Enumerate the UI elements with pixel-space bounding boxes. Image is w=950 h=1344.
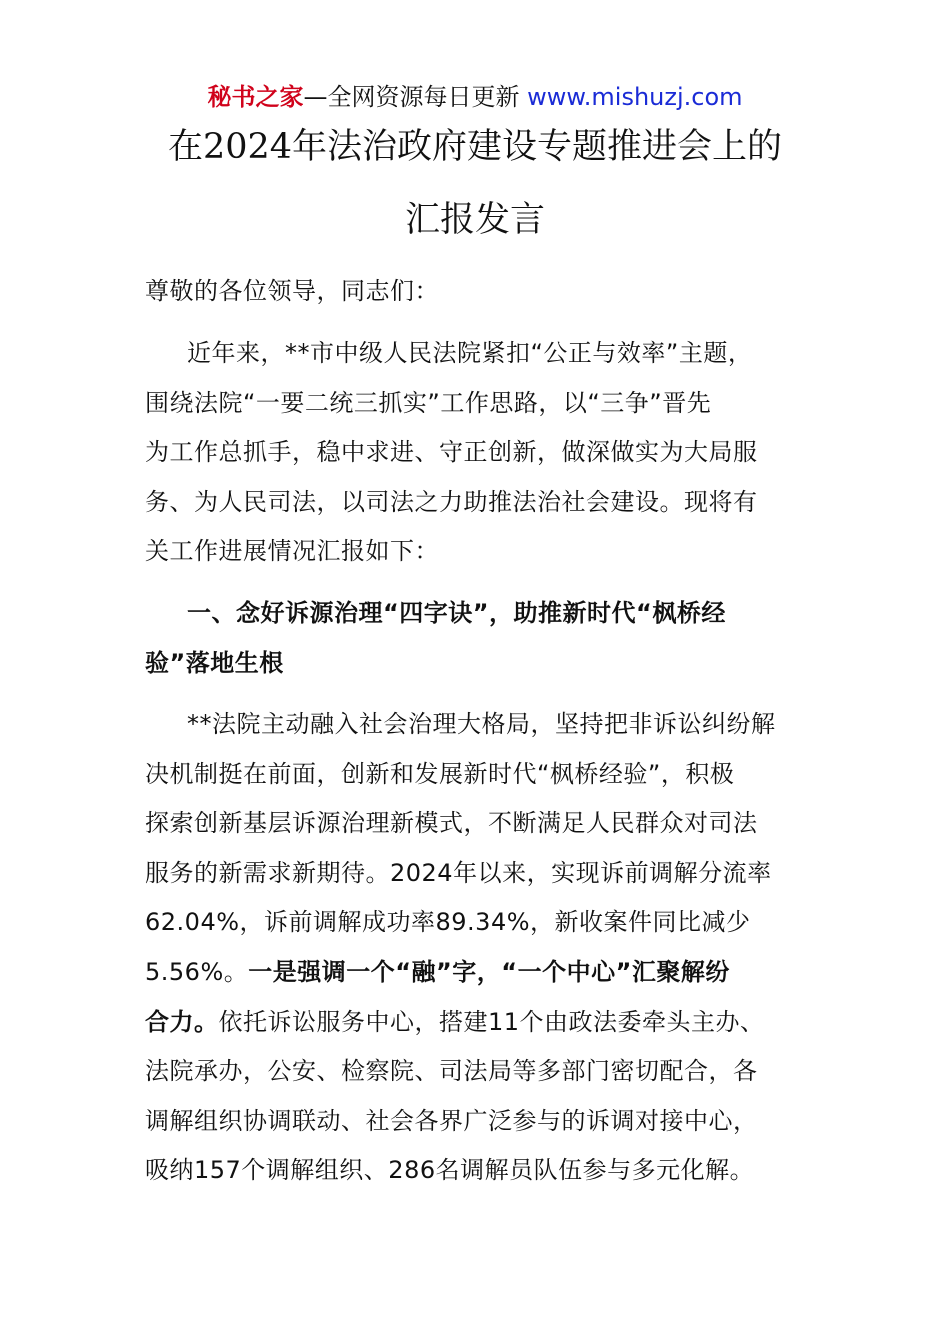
paragraph-line: **法院主动融入社会治理大格局，坚持把非诉讼纠纷解 [187, 710, 776, 738]
paragraph-line: 服务的新需求新期待。2024年以来，实现诉前调解分流率 [145, 858, 772, 887]
title-year: 2024 [202, 127, 293, 167]
paragraph-section-1 [145, 700, 810, 1196]
heading-line: 一、念好诉源治理“四字诀”，助推新时代“枫桥经 [187, 599, 726, 627]
paragraph-line [145, 948, 810, 998]
site-banner [0, 80, 950, 114]
line-normal-text: 依托诉讼服务中心，搭建11个由政法委牵头主办、 [218, 1007, 765, 1036]
paragraph-line: 务、为人民司法，以司法之力助推法治社会建设。现将有 [145, 487, 758, 516]
paragraph-line: 围绕法院“一要二统三抓实”工作思路，以“三争”晋先 [145, 388, 712, 417]
paragraph-line: 近年来，**市中级人民法院紧扣“公正与效率”主题， [187, 339, 753, 367]
line-bold-text: 一是强调一个“融”字，“一个中心”汇聚解纷 [248, 957, 730, 986]
title-prefix: 在 [167, 127, 203, 167]
heading-line: 验”落地生根 [145, 648, 284, 677]
paragraph-line: 62.04%，诉前调解成功率89.34%，新收案件同比减少 [145, 908, 751, 937]
brand-name: 秘书之家 [207, 83, 304, 111]
document-title-line-1 [0, 125, 950, 169]
paragraph-line: 为工作总抓手，稳中求进、守正创新，做深做实为大局服 [145, 438, 758, 467]
greeting: 尊敬的各位领导，同志们： [145, 277, 439, 305]
site-url-link[interactable]: www.mishuzj.com [527, 83, 743, 111]
banner-tagline: —全网资源每日更新 [303, 83, 528, 111]
paragraph-line [145, 998, 810, 1048]
paragraph-line: 关工作进展情况汇报如下： [145, 537, 439, 566]
line-normal-text: 5.56%。 [145, 957, 249, 986]
document-title-line-2: 汇报发言 [404, 200, 545, 240]
paragraph-line: 法院承办，公安、检察院、司法局等多部门密切配合，各 [145, 1057, 758, 1086]
title-suffix: 年法治政府建设专题推进会上的 [292, 127, 783, 167]
line-bold-text: 合力。 [145, 1007, 219, 1036]
paragraph-line: 决机制挺在前面，创新和发展新时代“枫桥经验”，积极 [145, 759, 735, 788]
section-heading-1 [145, 589, 810, 688]
paragraph-intro [145, 329, 810, 577]
paragraph-line: 调解组织协调联动、社会各界广泛参与的诉调对接中心， [145, 1106, 758, 1135]
paragraph-line: 吸纳157个调解组织、286名调解员队伍参与多元化解。 [145, 1156, 755, 1185]
paragraph-line: 探索创新基层诉源治理新模式，不断满足人民群众对司法 [145, 809, 758, 838]
